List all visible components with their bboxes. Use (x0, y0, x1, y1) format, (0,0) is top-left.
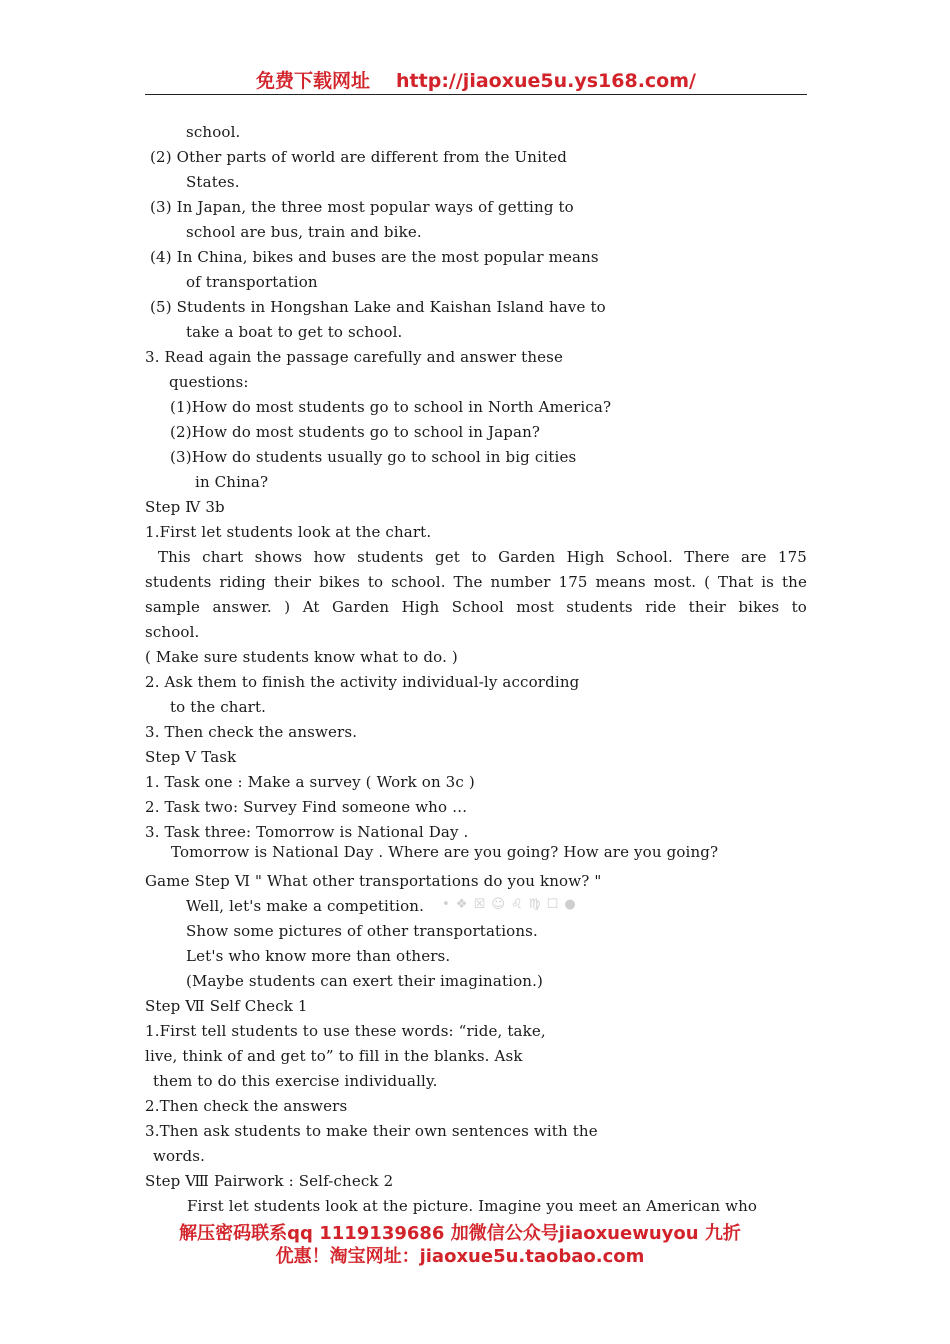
text-line: States. (186, 173, 240, 191)
text-line: 3. Then check the answers. (145, 723, 358, 741)
text-line: 1.First tell students to use these words: “ride, take, (145, 1022, 546, 1040)
watermark-glyphs: • ❖ ☒ ☺ ♌ ♍ ☐ ● (442, 897, 577, 912)
text-line: words. (153, 1147, 206, 1165)
text-line: ( Make sure students know what to do. ) (145, 648, 458, 666)
section-heading: Step Ⅶ Self Check 1 (145, 997, 308, 1015)
text-line: (5) Students in Hongshan Lake and Kaishan Island have to (150, 298, 606, 316)
header-download-label: 免费下载网址 (256, 70, 371, 92)
text-line: (1)How do most students go to school in North America? (170, 398, 612, 416)
text-line: school are bus, train and bike. (186, 223, 422, 241)
text-line: (3)How do students usually go to school in big cities (170, 448, 577, 466)
text-line: sample answer. ) At Garden High School most students ride their bikes to (145, 598, 807, 616)
section-heading: Step Ⅴ Task (145, 748, 237, 766)
text-line: (3) In Japan, the three most popular ways of getting to (150, 198, 574, 216)
text-line: 1.First let students look at the chart. (145, 523, 432, 541)
text-line: 2. Ask them to finish the activity individual-ly according (145, 673, 580, 691)
text-line: 2.Then check the answers (145, 1097, 348, 1115)
text-line: school. (145, 623, 200, 641)
text-line: in China? (195, 473, 269, 491)
text-line: of transportation (186, 273, 318, 291)
text-line: Let's who know more than others. (186, 947, 451, 965)
text-line: them to do this exercise individually. (153, 1072, 438, 1090)
text-line: 2. Task two: Survey Find someone who … (145, 798, 468, 816)
footer-line-1: 解压密码联系qq 1119139686 加微信公众号jiaoxuewuyou 九折 (179, 1223, 741, 1244)
text-line: 3. Task three: Tomorrow is National Day . (145, 823, 469, 841)
text-line: Well, let's make a competition. (186, 897, 424, 915)
section-heading: Game Step Ⅵ " What other transportations do you know? " (145, 872, 602, 890)
footer-line-2: 优惠！淘宝网址：jiaoxue5u.taobao.com (275, 1246, 645, 1267)
text-line: This chart shows how students get to Garden High School. There are 175 (158, 548, 807, 566)
text-line: (Maybe students can exert their imagination.) (186, 972, 544, 990)
text-line: (2) Other parts of world are different from the United (150, 148, 568, 166)
section-heading: Step Ⅳ 3b (145, 498, 225, 516)
text-line: Tomorrow is National Day . Where are you going? How are you going? (171, 843, 719, 861)
text-line: 3.Then ask students to make their own sentences with the (145, 1122, 598, 1140)
text-line: 1. Task one : Make a survey ( Work on 3c ) (145, 773, 475, 791)
text-line: to the chart. (170, 698, 267, 716)
text-line: 3. Read again the passage carefully and answer these (145, 348, 564, 366)
text-line: take a boat to get to school. (186, 323, 403, 341)
text-line: (4) In China, bikes and buses are the most popular means (150, 248, 599, 266)
header-banner (145, 66, 807, 95)
text-line: school. (186, 123, 241, 141)
section-heading: Step Ⅷ Pairwork : Self-check 2 (145, 1172, 394, 1190)
text-line: questions: (169, 373, 249, 391)
header-url-link[interactable]: http://jiaoxue5u.ys168.com/ (396, 70, 696, 92)
text-line: First let students look at the picture. Imagine you meet an American who (187, 1197, 758, 1215)
text-line: live, think of and get to” to fill in the blanks. Ask (145, 1047, 523, 1065)
text-line: Show some pictures of other transportations. (186, 922, 538, 940)
text-line: (2)How do most students go to school in Japan? (170, 423, 541, 441)
text-line: students riding their bikes to school. The number 175 means most. ( That is the (145, 573, 807, 591)
